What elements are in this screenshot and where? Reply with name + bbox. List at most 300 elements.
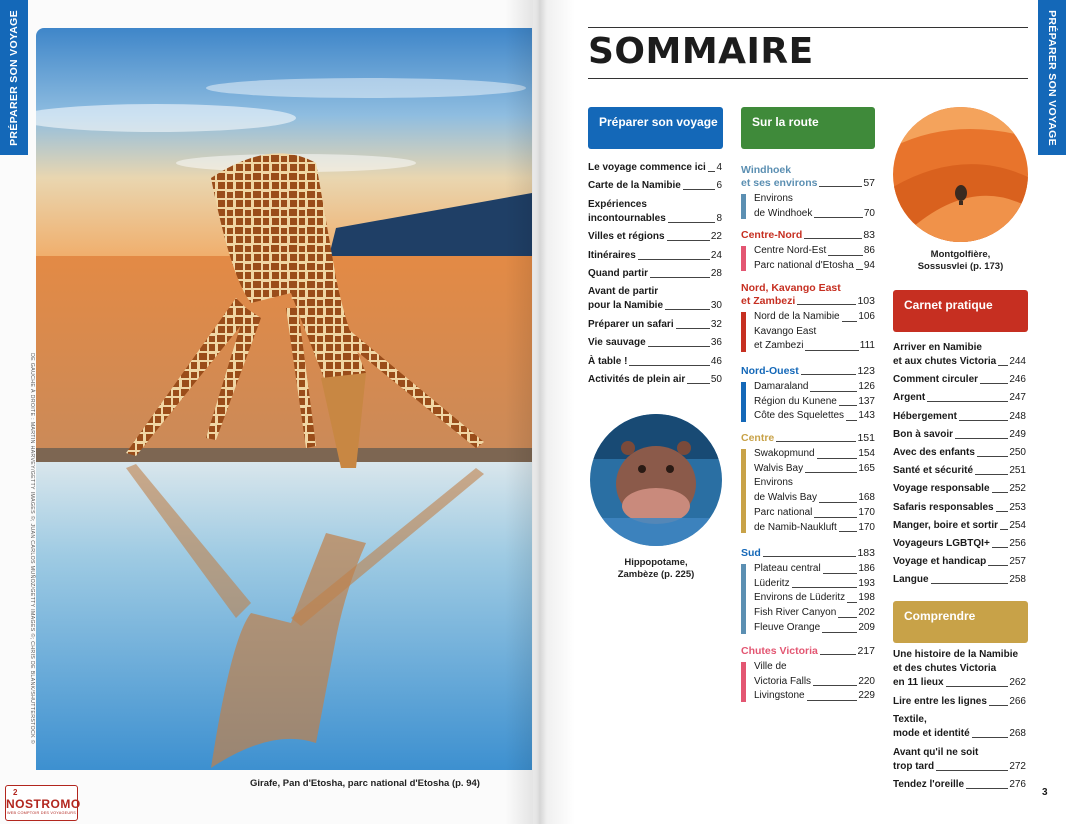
toc-label: Activités de plein air [588,374,686,385]
toc-leader [667,240,710,241]
toc-row [754,606,875,621]
toc-label: et aux chutes Victoria [893,356,997,367]
toc-page: 193 [858,577,875,589]
toc-page: 123 [857,365,875,377]
toc-sub-group [741,380,875,424]
toc-page: 250 [1009,447,1026,458]
toc-row [893,573,1026,587]
toc-row [893,482,1026,496]
toc-line-text: Arriver en Namibie [893,342,982,353]
toc-leader [828,255,863,256]
toc-row [741,547,875,560]
toc-leader [838,617,857,618]
toc-entry [588,318,722,332]
toc-page: 248 [1009,410,1026,422]
header-comprendre: Comprendre [893,601,1028,643]
toc-page: 137 [858,395,875,407]
toc-entry [588,230,722,244]
toc-entry [893,695,1026,709]
toc-label: Préparer un safari [588,318,674,330]
giraffe-photo [36,28,532,770]
toc-label: Quand partir [588,268,649,279]
toc-sub-text: Kavango East [754,325,817,337]
toc-page: 6 [716,180,722,192]
toc-row [893,391,1026,405]
toc-entry [588,285,722,313]
toc-row [588,318,722,332]
toc-leader [988,565,1008,566]
toc-row [588,249,722,263]
balloon-caption: Montgolfière, Sossusvlei (p. 173) [917,249,1004,272]
toc-row [754,675,875,690]
toc-label: Hébergement [893,410,957,422]
toc-label: Safaris responsables [893,501,994,513]
toc-leader [955,438,1008,439]
toc-entry [893,746,1026,774]
toc-leader [820,654,857,655]
toc-label: Tendez l'oreille [893,779,965,790]
toc-label: incontournables [588,212,666,224]
section-tab-left [0,0,28,155]
toc-entry [893,519,1026,533]
toc-page: 94 [863,259,875,271]
toc-entry [588,355,722,369]
toc-entry [893,778,1026,792]
toc-page: 246 [1009,374,1026,386]
toc-leader [805,472,857,473]
toc-leader [792,587,858,588]
toc-sub-label: Damaraland [754,381,809,392]
toc-row [754,491,875,506]
toc-sub-label: Nord de la Namibie [754,311,840,322]
toc-sub-label: Victoria Falls [754,675,812,687]
toc-row [741,365,875,378]
toc-section-title: Windhoek [741,164,792,176]
toc-row [893,760,1026,774]
toc-entry [893,464,1026,478]
toc-section [741,432,875,445]
toc-leader [822,632,857,633]
toc-label: Voyage responsable [893,483,990,495]
toc-entry [588,267,722,281]
toc-section-title: Nord, Kavango East [741,282,841,294]
toc-label: Manger, boire et sortir [893,519,999,531]
toc-leader [1000,529,1008,530]
toc-label: mode et identité [893,728,970,739]
toc-label: À table ! [588,355,628,367]
toc-page: 4 [716,162,722,173]
toc-section-title: Sud [741,547,761,559]
toc-sub-label: de Windhoek [754,207,813,219]
toc-sub-group [741,244,875,273]
toc-leader [972,737,1009,738]
toc-sub-label: Parc national d'Etosha [754,259,854,271]
toc-page: 254 [1009,519,1026,531]
toc-row [893,778,1026,792]
toc-row [741,295,875,308]
toc-sub-label: Livingstone [754,690,805,702]
header-sur-la-route: Sur la route [741,107,875,149]
toc-page: 268 [1009,728,1026,739]
page-number: 3 [1042,787,1048,798]
toc-sub-label: et Zambezi [754,340,804,352]
toc-label: Comment circuler [893,374,979,386]
toc-line-text: Textile, [893,714,927,725]
section-tab-right [1038,0,1066,155]
toc-leader [819,186,862,187]
toc-page: 229 [858,690,875,702]
toc-leader [807,700,858,701]
toc-leader [927,401,1008,402]
toc-section-title: Nord-Ouest [741,365,799,377]
toc-leader [648,346,710,347]
toc-leader [975,474,1008,475]
toc-sub-label: Plateau central [754,563,821,574]
toc-sub-text: Ville de [754,661,787,672]
toc-page: 272 [1009,760,1026,772]
toc-leader [966,788,1008,789]
toc-page: 143 [858,410,875,422]
toc-line-text: Avant qu'il ne soit [893,746,979,758]
toc-row [754,521,875,536]
toc-leader [839,405,857,406]
toc-label: trop tard [893,760,935,772]
toc-page: 244 [1009,356,1026,367]
toc-leader [931,583,1009,584]
toc-leader [776,441,856,442]
toc-page: 30 [710,300,722,312]
toc-sub-label: de Namib-Naukluft [754,521,837,533]
toc-leader [708,171,716,172]
toc-leader [998,365,1008,366]
section-tab-label: PRÉPARER SON VOYAGE [8,9,20,146]
toc-page: 154 [858,448,875,459]
toc-leader [814,517,857,518]
toc-row [588,179,722,193]
toc-row [893,373,1026,387]
toc-leader [992,547,1009,548]
toc-leader [989,705,1008,706]
toc-entry [893,501,1026,515]
toc-leader [804,238,862,239]
toc-label: Lire entre les lignes [893,695,987,707]
toc-color-bar [741,312,746,352]
toc-color-bar [741,662,746,702]
toc-section [741,164,875,190]
toc-page: 220 [858,675,875,687]
header-preparer: Préparer son voyage [588,107,723,149]
section-tab-label: PRÉPARER SON VOYAGE [1046,9,1058,146]
header-carnet: Carnet pratique [893,290,1028,332]
toc-page: 24 [710,249,722,261]
toc-label: Carte de la Namibie [588,180,681,192]
toc-entry [588,161,722,175]
toc-line-text: et des chutes Victoria [893,663,997,674]
toc-sub-text: Environs [754,477,793,489]
toc-leader [676,328,710,329]
toc-label: Villes et régions [588,231,665,243]
toc-section-title: Centre [741,432,775,444]
toc-label: Voyage et handicap [893,556,987,568]
toc-row [754,395,875,410]
toc-entry [893,341,1026,369]
toc-leader [856,269,863,270]
title-rule-top [588,27,1028,28]
toc-line-text: Avant de partir [588,286,659,298]
toc-entry [588,249,722,263]
toc-leader [763,556,857,557]
toc-row [893,355,1026,369]
toc-page: 8 [716,212,722,224]
toc-page: 103 [857,295,875,307]
toc-leader [839,531,858,532]
toc-sub-label: Fish River Canyon [754,607,837,619]
toc-section-title: Centre-Nord [741,229,803,241]
toc-sub-group [741,447,875,535]
toc-row [588,161,722,175]
toc-sub-label: Lüderitz [754,577,790,589]
toc-leader [847,602,857,603]
toc-sub-label: Côte des Squelettes [754,410,845,422]
toc-row [741,229,875,242]
toc-label: Avec des enfants [893,447,975,458]
toc-label: Voyageurs LGBTQI+ [893,538,990,549]
toc-label: Le voyage commence ici [588,162,706,173]
toc-entry [893,537,1026,551]
toc-leader [687,383,710,384]
balloon-photo [893,107,1028,242]
toc-row [588,230,722,244]
toc-sub-group [741,310,875,354]
toc-section [741,282,875,308]
toc-sub-label: Swakopmund [754,448,815,459]
toc-leader [977,456,1008,457]
toc-leader [665,309,710,310]
toc-page: 106 [858,311,875,322]
toc-leader [813,685,857,686]
toc-leader [810,391,857,392]
toc-sub-group [741,192,875,221]
toc-entry [893,713,1026,741]
toc-entry [893,373,1026,387]
toc-leader [946,686,1009,687]
toc-leader [801,374,857,375]
toc-sub-label: Région du Kunene [754,395,837,407]
toc-entry [893,410,1026,424]
toc-sub-label: Environs de Lüderitz [754,592,846,604]
toc-row [754,380,875,395]
hippo-photo [590,414,722,546]
toc-row [741,432,875,445]
toc-color-bar [741,382,746,422]
toc-row [754,244,875,259]
toc-section-title: et ses environs [741,177,818,189]
toc-page: 276 [1009,779,1026,790]
toc-section [741,229,875,242]
toc-page: 209 [858,621,875,633]
toc-sub-label: Fleuve Orange [754,621,821,633]
toc-page: 46 [710,355,722,367]
toc-page: 257 [1009,556,1026,568]
toc-section-title: Chutes Victoria [741,645,818,657]
toc-page: 198 [858,592,875,604]
toc-leader [814,217,863,218]
toc-page: 252 [1009,483,1026,495]
toc-page: 57 [863,177,875,189]
toc-row [754,409,875,424]
toc-label: pour la Namibie [588,300,664,312]
toc-page: 256 [1009,538,1026,549]
toc-section [741,547,875,560]
toc-row [754,310,875,325]
toc-section-title: et Zambezi [741,295,796,307]
toc-row [754,506,875,521]
toc-sub-label: Centre Nord-Est [754,245,827,256]
toc-leader [992,492,1009,493]
toc-leader [668,222,716,223]
toc-page: 251 [1009,465,1026,477]
toc-row [754,447,875,462]
toc-page: 83 [863,229,875,241]
toc-page: 126 [858,381,875,392]
toc-row [893,555,1026,569]
toc-leader [638,259,710,260]
toc-color-bar [741,246,746,271]
toc-entry [893,428,1026,442]
toc-row [893,676,1026,690]
toc-page: 22 [710,231,722,243]
toc-page: 28 [710,268,722,279]
toc-row [754,577,875,592]
toc-entry [588,198,722,226]
toc-label: Bon à savoir [893,428,954,440]
toc-entry [893,555,1026,569]
toc-label: Langue [893,574,929,586]
toc-page: 86 [863,245,875,256]
toc-leader [805,350,858,351]
toc-row [741,645,875,658]
toc-row [893,695,1026,709]
toc-page: 253 [1009,501,1026,513]
toc-row [588,355,722,369]
toc-label: Itinéraires [588,249,636,261]
toc-line-text: Une histoire de la Namibie [893,649,1019,660]
toc-row [754,339,875,354]
toc-sub-label: de Walvis Bay [754,492,817,504]
toc-page: 151 [857,432,875,444]
toc-color-bar [741,449,746,533]
toc-page: 50 [710,374,722,385]
toc-page: 202 [858,607,875,619]
toc-row [754,689,875,704]
toc-row [588,212,722,226]
toc-row [893,501,1026,515]
toc-page: 168 [858,492,875,504]
toc-page: 266 [1009,695,1026,707]
toc-color-bar [741,564,746,634]
toc-leader [936,770,1008,771]
toc-color-bar [741,194,746,219]
toc-leader [959,420,1008,421]
toc-row [893,537,1026,551]
toc-label: Vie sauvage [588,337,646,349]
toc-leader [819,502,857,503]
toc-page: 165 [858,462,875,474]
toc-page: 111 [859,340,875,352]
toc-leader [823,573,858,574]
giraffe-caption: Girafe, Pan d'Etosha, parc national d'Etosha (p. 94) [250,778,480,789]
toc-page: 70 [863,207,875,219]
toc-entry [893,446,1026,460]
toc-row [754,207,875,222]
toc-entry [588,336,722,350]
toc-leader [629,365,709,366]
toc-row [893,464,1026,478]
toc-page: 262 [1009,677,1026,688]
nostromo-logo: 2 NOSTROMO WEB COMPTOIR DES VOYAGEURS [5,785,78,821]
toc-label: en 11 lieux [893,677,944,688]
page-title: SOMMAIRE [588,31,814,72]
toc-page: 249 [1009,428,1026,440]
toc-entry [893,573,1026,587]
toc-line-text: Expériences [588,198,647,210]
toc-entry [893,482,1026,496]
toc-sub-label: Walvis Bay [754,462,804,474]
toc-label: Argent [893,392,926,404]
toc-row [893,446,1026,460]
toc-row [893,519,1026,533]
toc-row [588,267,722,281]
toc-row [893,428,1026,442]
toc-row [754,259,875,274]
toc-page: 247 [1009,392,1026,404]
photo-credits: DE GAUCHE À DROITE : MARTIN HARVEY/GETTY IMAGES ©; JUAN CARLOS MUÑOZ/GETTY IMAGES ©; CHRIS DE BLANK/SHUTTERSTOCK © [29,353,35,744]
toc-entry [893,648,1026,690]
toc-row [588,299,722,313]
toc-label: Santé et sécurité [893,465,974,477]
toc-row [893,410,1026,424]
toc-row [754,591,875,606]
toc-row [893,727,1026,741]
toc-row [741,177,875,190]
title-rule-bottom [588,78,1028,79]
toc-entry [588,373,722,387]
toc-leader [842,321,858,322]
toc-leader [797,304,856,305]
toc-row [754,462,875,477]
toc-leader [996,511,1009,512]
toc-page: 183 [857,547,875,559]
toc-page: 258 [1009,574,1026,586]
toc-sub-label: Parc national [754,506,813,518]
toc-row [754,562,875,577]
toc-section [741,645,875,658]
toc-row [754,621,875,636]
hippo-caption: Hippopotame, Zambèze (p. 225) [617,557,695,580]
toc-sub-group [741,660,875,704]
toc-sub-group [741,562,875,636]
toc-page: 186 [858,563,875,574]
toc-leader [650,277,710,278]
toc-row [588,336,722,350]
toc-page: 170 [858,506,875,518]
toc-leader [683,189,716,190]
toc-page: 36 [710,337,722,349]
toc-page: 217 [857,645,875,657]
toc-leader [846,420,857,421]
toc-entry [588,179,722,193]
toc-entry [893,391,1026,405]
